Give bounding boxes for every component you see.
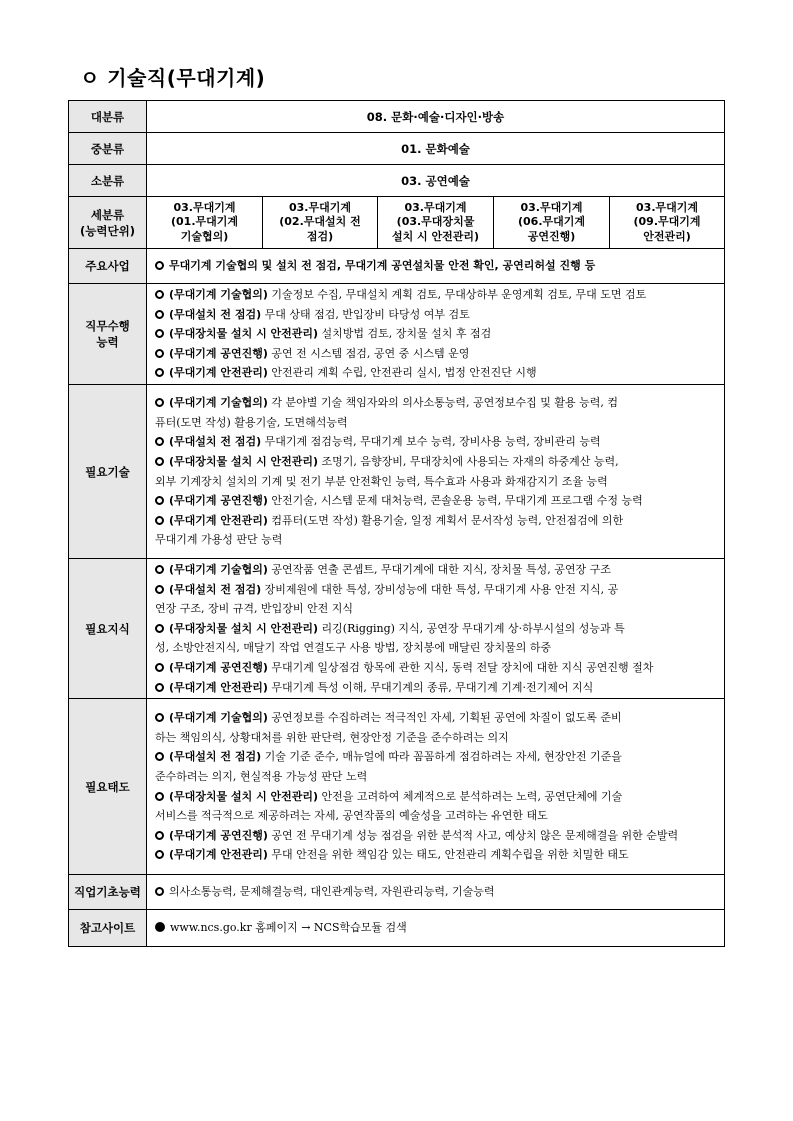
list-item — [155, 393, 719, 413]
item-text: 무대기계 점검능력, 무대기계 보수 능력, 장비사용 능력, 장비관리 능력 — [261, 435, 601, 449]
circle-bullet-icon — [155, 850, 164, 859]
list-item — [155, 580, 719, 600]
item-text: 무대 안전을 위한 책임감 있는 태도, 안전관리 계획수립을 위한 치밀한 태도 — [267, 848, 629, 862]
required-skills-list — [147, 385, 725, 559]
list-item-continued: 외부 기계장치 설치의 기계 및 전기 부분 안전확인 능력, 특수효과 사용과 화재감지기 조율 능력 — [155, 474, 608, 488]
circle-bullet-icon — [155, 565, 164, 574]
item-label: (무대장치물 설치 시 안전관리) — [169, 454, 319, 468]
job-performance-label — [69, 284, 147, 385]
circle-bullet-icon — [155, 437, 164, 446]
circle-bullet-icon — [155, 329, 164, 338]
reference-text[interactable]: www.ncs.go.kr 홈페이지 → NCS학습모듈 검색 — [170, 921, 407, 935]
row-sobunryu — [69, 165, 725, 197]
unit-line: 03.무대기계 — [636, 200, 699, 214]
reference-value — [147, 910, 725, 947]
row-required-attitude — [69, 699, 725, 875]
list-item — [155, 511, 719, 531]
filled-bullet-icon — [155, 922, 165, 932]
item-label: (무대설치 전 점검) — [169, 582, 262, 596]
unit-line: (03.무대장치물 — [396, 215, 475, 229]
circle-bullet-icon — [155, 261, 164, 270]
item-text: 각 분야별 기술 책임자와의 의사소통능력, 공연정보수집 및 활용 능력, 컴 — [267, 396, 619, 410]
sobunryu-label: 소분류 — [69, 165, 147, 197]
item-label: (무대설치 전 점검) — [169, 435, 262, 449]
list-item — [155, 845, 719, 865]
item-label: (무대기계 안전관리) — [169, 848, 268, 862]
list-item-continued: 서비스를 적극적으로 제공하려는 자세, 공연작품의 예술성을 고려하는 유연한 태도 — [155, 809, 548, 823]
job-performance-label-line1: 직무수행 — [85, 319, 130, 333]
circle-bullet-icon — [155, 585, 164, 594]
item-label: (무대기계 기술협의) — [169, 711, 268, 725]
item-text: 기술정보 수집, 무대설치 계획 검토, 무대상하부 운영계획 검토, 무대 도면 검토 — [267, 288, 647, 302]
row-basic-competency — [69, 875, 725, 910]
circle-bullet-icon — [155, 310, 164, 319]
list-item-continued: 성, 소방안전지식, 매달기 작업 연결도구 사용 방법, 장치봉에 매달린 장치물의 하중 — [155, 641, 552, 655]
row-job-performance — [69, 284, 725, 385]
jungbunryu-label: 중분류 — [69, 133, 147, 165]
unit-cell — [494, 197, 610, 249]
reference-label: 참고사이트 — [69, 910, 147, 947]
circle-bullet-icon — [155, 496, 164, 505]
list-item — [155, 619, 719, 639]
item-text: 안전관리 계획 수립, 안전관리 실시, 법정 안전진단 시행 — [267, 366, 537, 380]
unit-line: 점검) — [306, 229, 334, 243]
unit-line: 03.무대기계 — [173, 200, 236, 214]
item-label: (무대기계 공연진행) — [169, 346, 268, 360]
item-text: 기술 기준 준수, 매뉴얼에 따라 꼼꼼하게 점검하려는 자세, 현장안전 기준을 — [261, 750, 622, 764]
daebunryu-label: 대분류 — [69, 101, 147, 133]
unit-line: 안전관리) — [643, 229, 691, 243]
circle-bullet-icon — [155, 713, 164, 722]
list-item — [155, 826, 719, 846]
jungbunryu-value: 01. 문화예술 — [147, 133, 725, 165]
main-business-value — [147, 249, 725, 284]
circle-bullet-icon — [155, 663, 164, 672]
row-reference — [69, 910, 725, 947]
circle-bullet-icon — [155, 290, 164, 299]
item-text: 무대기계 특성 이해, 무대기계의 종류, 무대기계 기계·전기제어 지식 — [267, 680, 594, 694]
unit-line: 설치 시 안전관리) — [391, 229, 480, 243]
daebunryu-value: 08. 문화·예술·디자인·방송 — [147, 101, 725, 133]
job-performance-list — [147, 284, 725, 385]
unit-line: (09.무대기계 — [633, 215, 701, 229]
item-label: (무대장치물 설치 시 안전관리) — [169, 327, 319, 341]
item-label: (무대기계 공연진행) — [169, 828, 268, 842]
row-required-knowledge — [69, 559, 725, 699]
page-title: ㅇ 기술직(무대기계) — [80, 66, 266, 90]
item-label: (무대기계 기술협의) — [169, 288, 268, 302]
item-text: 안전을 고려하여 체계적으로 분석하려는 노력, 공연단체에 기술 — [318, 789, 623, 803]
ncs-job-table — [68, 100, 725, 947]
list-item — [155, 305, 719, 325]
item-label: (무대기계 기술협의) — [169, 563, 268, 576]
circle-bullet-icon — [155, 887, 164, 896]
required-knowledge-list — [147, 559, 725, 699]
circle-bullet-icon — [155, 831, 164, 840]
item-label: (무대기계 안전관리) — [169, 513, 268, 527]
sebunryu-label-line1: 세분류 — [90, 207, 125, 222]
circle-bullet-icon — [155, 398, 164, 407]
item-text: 공연 전 무대기계 성능 점검을 위한 분석적 사고, 예상치 않은 문제해결을 위한 순발력 — [267, 828, 679, 842]
item-label: (무대기계 공연진행) — [169, 660, 268, 674]
list-item-continued: 무대기계 가용성 판단 능력 — [155, 533, 283, 547]
item-label: (무대장치물 설치 시 안전관리) — [169, 621, 319, 635]
sobunryu-value: 03. 공연예술 — [147, 165, 725, 197]
basic-competency-label: 직업기초능력 — [69, 875, 147, 910]
item-text: 공연 전 시스템 점검, 공연 중 시스템 운영 — [267, 346, 470, 360]
basic-competency-text: 의사소통능력, 문제해결능력, 대인관계능력, 자원관리능력, 기술능력 — [169, 885, 495, 899]
required-knowledge-label: 필요지식 — [69, 559, 147, 699]
list-item-continued: 준수하려는 의지, 현실적용 가능성 판단 노력 — [155, 770, 368, 784]
basic-competency-value — [147, 875, 725, 910]
item-text: 리깅(Rigging) 지식, 공연장 무대기계 상·하부시설의 성능과 특 — [318, 621, 625, 635]
item-text: 무대기계 일상점검 항목에 관한 지식, 동력 전달 장치에 대한 지식 공연진행 절차 — [267, 660, 654, 674]
row-required-skills — [69, 385, 725, 559]
item-text: 컴퓨터(도면 작성) 활용기술, 일정 계획서 문서작성 능력, 안전점검에 의한 — [267, 513, 624, 527]
list-item — [155, 708, 719, 728]
item-text: 공연정보를 수집하려는 적극적인 자세, 기획된 공연에 차질이 없도록 준비 — [267, 711, 622, 725]
list-item-continued: 퓨터(도면 작성) 활용기술, 도면해석능력 — [155, 415, 348, 429]
item-label: (무대설치 전 점검) — [169, 750, 262, 764]
circle-bullet-icon — [155, 368, 164, 377]
item-text: 설치방법 검토, 장치물 설치 후 점검 — [318, 327, 492, 341]
job-performance-label-line2: 능력 — [96, 335, 119, 349]
item-text: 무대 상태 점검, 반입장비 타당성 여부 검토 — [261, 307, 470, 321]
circle-bullet-icon — [155, 457, 164, 466]
main-business-text: 무대기계 기술협의 및 설치 전 점검, 무대기계 공연설치물 안전 확인, 공연리허설 진행 등 — [169, 259, 596, 273]
item-label: (무대기계 안전관리) — [169, 366, 268, 380]
list-item — [155, 324, 719, 344]
item-text: 장비제원에 대한 특성, 장비성능에 대한 특성, 무대기계 사용 안전 지식, 공 — [261, 582, 619, 596]
circle-bullet-icon — [155, 624, 164, 633]
row-sebunryu — [69, 197, 725, 249]
list-item-continued: 하는 책임의식, 상황대처를 위한 판단력, 현장안정 기준을 준수하려는 의지 — [155, 730, 509, 744]
main-business-label: 주요사업 — [69, 249, 147, 284]
unit-line: 03.무대기계 — [404, 200, 467, 214]
unit-line: (02.무대설치 전 — [279, 215, 361, 229]
item-label: (무대장치물 설치 시 안전관리) — [169, 789, 319, 803]
unit-line: 03.무대기계 — [289, 200, 351, 214]
unit-cell — [610, 197, 725, 249]
circle-bullet-icon — [155, 349, 164, 358]
list-item — [155, 285, 719, 305]
required-skills-label: 필요기술 — [69, 385, 147, 559]
circle-bullet-icon — [155, 516, 164, 525]
item-label: (무대기계 공연진행) — [169, 494, 268, 508]
list-item — [155, 344, 719, 364]
unit-cell — [147, 197, 263, 249]
unit-line: 공연진행) — [527, 229, 576, 243]
row-jungbunryu — [69, 133, 725, 165]
circle-bullet-icon — [155, 752, 164, 761]
list-item — [155, 787, 719, 807]
item-text: 공연작품 연출 콘셉트, 무대기계에 대한 지식, 장치물 특성, 공연장 구조 — [267, 563, 611, 576]
unit-cell — [263, 197, 378, 249]
item-label: (무대기계 기술협의) — [169, 396, 268, 410]
row-daebunryu — [69, 101, 725, 133]
list-item — [155, 747, 719, 767]
required-attitude-list — [147, 699, 725, 875]
unit-line: (06.무대기계 — [517, 215, 586, 229]
unit-line: 03.무대기계 — [520, 200, 583, 214]
circle-bullet-icon — [155, 683, 164, 692]
list-item — [155, 678, 719, 698]
list-item — [155, 658, 719, 678]
list-item-continued: 연장 구조, 장비 규격, 반입장비 안전 지식 — [155, 602, 353, 616]
item-text: 안전기술, 시스템 문제 대처능력, 콘솔운용 능력, 무대기계 프로그램 수정 능력 — [267, 494, 643, 508]
list-item — [155, 452, 719, 472]
list-item — [155, 432, 719, 452]
row-main-business — [69, 249, 725, 284]
list-item — [155, 560, 719, 580]
list-item — [155, 363, 719, 383]
required-attitude-label: 필요태도 — [69, 699, 147, 875]
unit-line: 기술협의) — [180, 229, 229, 243]
unit-line: (01.무대기계 — [170, 215, 239, 229]
list-item — [155, 491, 719, 511]
sebunryu-label — [69, 197, 147, 249]
circle-bullet-icon — [155, 792, 164, 801]
sebunryu-label-line2: (능력단위) — [80, 223, 135, 238]
unit-cell — [378, 197, 494, 249]
item-text: 조명기, 음향장비, 무대장치에 사용되는 자재의 하중계산 능력, — [318, 454, 619, 468]
item-label: (무대설치 전 점검) — [169, 307, 262, 321]
item-label: (무대기계 안전관리) — [169, 680, 268, 694]
